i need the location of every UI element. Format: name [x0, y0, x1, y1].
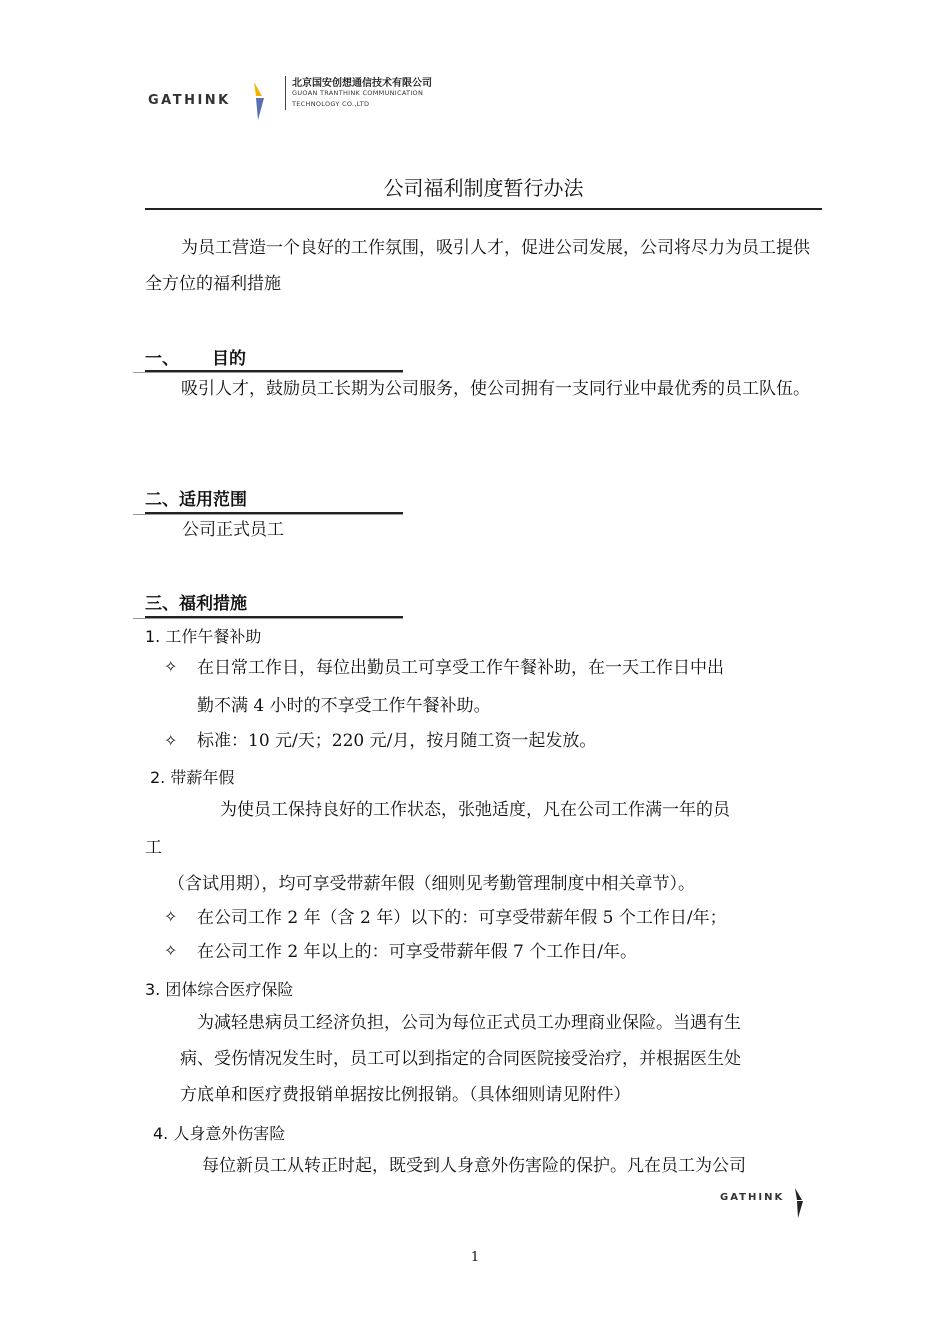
document-title: 公司福利制度暂行办法 [383, 176, 584, 200]
item3-line2: 病、受伤情况发生时，员工可以到指定的合同医院接受治疗，并根据医生处 [180, 1049, 741, 1069]
item3-title: 3. 团体综合医疗保险 [145, 980, 294, 999]
company-logo-text: GATHINK [148, 93, 231, 108]
company-name-en-line1: GUOAN TRANTHINK COMMUNICATION [292, 89, 424, 97]
footer-logo-mark-icon [792, 1188, 806, 1222]
bullet-icon: ✧ [164, 657, 178, 676]
section2-title: 二、适用范围 [145, 490, 247, 510]
bullet-icon: ✧ [164, 731, 178, 750]
bullet-icon: ✧ [164, 907, 178, 926]
section1-number: 一、 [145, 349, 179, 369]
item1-title: 1. 工作午餐补助 [145, 627, 262, 646]
intro-paragraph: 为员工营造一个良好的工作氛围，吸引人才，促进公司发展，公司将尽力为员工提供全方位的福利措施 [145, 238, 810, 294]
company-name-en-line2: TECHNOLOGY CO.,LTD [292, 100, 370, 108]
item2-line3: （含试用期），均可享受带薪年假（细则见考勤管理制度中相关章节）。 [168, 874, 695, 894]
item1-bullet1-line2: 勤不满 4 小时的不享受工作午餐补助。 [197, 696, 491, 716]
item2-title: 2. 带薪年假 [150, 768, 235, 787]
bullet-icon: ✧ [164, 941, 178, 960]
item2-line2: 工 [145, 838, 162, 858]
page-number: 1 [470, 1250, 480, 1265]
logo-mark-icon [250, 82, 268, 124]
item2-bullet1: 在公司工作 2 年（含 2 年）以下的：可享受带薪年假 5 个工作日/年； [197, 908, 727, 928]
title-divider [145, 208, 822, 210]
section1-title: 目的 [212, 349, 246, 369]
item1-bullet2: 标准：10 元/天；220 元/月，按月随工资一起发放。 [197, 731, 597, 751]
logo-divider [285, 76, 286, 110]
item1-bullet1-line1: 在日常工作日，每位出勤员工可享受工作午餐补助，在一天工作日中出 [197, 658, 724, 678]
item2-bullet2: 在公司工作 2 年以上的：可享受带薪年假 7 个工作日/年。 [197, 942, 637, 962]
item3-line3: 方底单和医疗费报销单据按比例报销。（具体细则请见附件） [180, 1085, 631, 1105]
section1-body: 吸引人才，鼓励员工长期为公司服务，使公司拥有一支同行业中最优秀的员工队伍。 [181, 379, 810, 399]
item3-line1: 为减轻患病员工经济负担，公司为每位正式员工办理商业保险。当遇有生 [197, 1013, 741, 1033]
section3-underline-shadow [133, 618, 403, 619]
item4-title: 4. 人身意外伤害险 [153, 1124, 286, 1143]
company-name-cn: 北京国安创想通信技术有限公司 [292, 78, 432, 89]
section3-underline [145, 616, 403, 618]
footer-logo-text: GATHINK [720, 1192, 785, 1203]
section3-title: 三、福利措施 [145, 594, 247, 614]
item4-line1: 每位新员工从转正时起，既受到人身意外伤害险的保护。凡在员工为公司 [202, 1156, 746, 1176]
item2-line1: 为使员工保持良好的工作状态，张弛适度，凡在公司工作满一年的员 [220, 800, 730, 820]
section2-body: 公司正式员工 [182, 520, 284, 540]
